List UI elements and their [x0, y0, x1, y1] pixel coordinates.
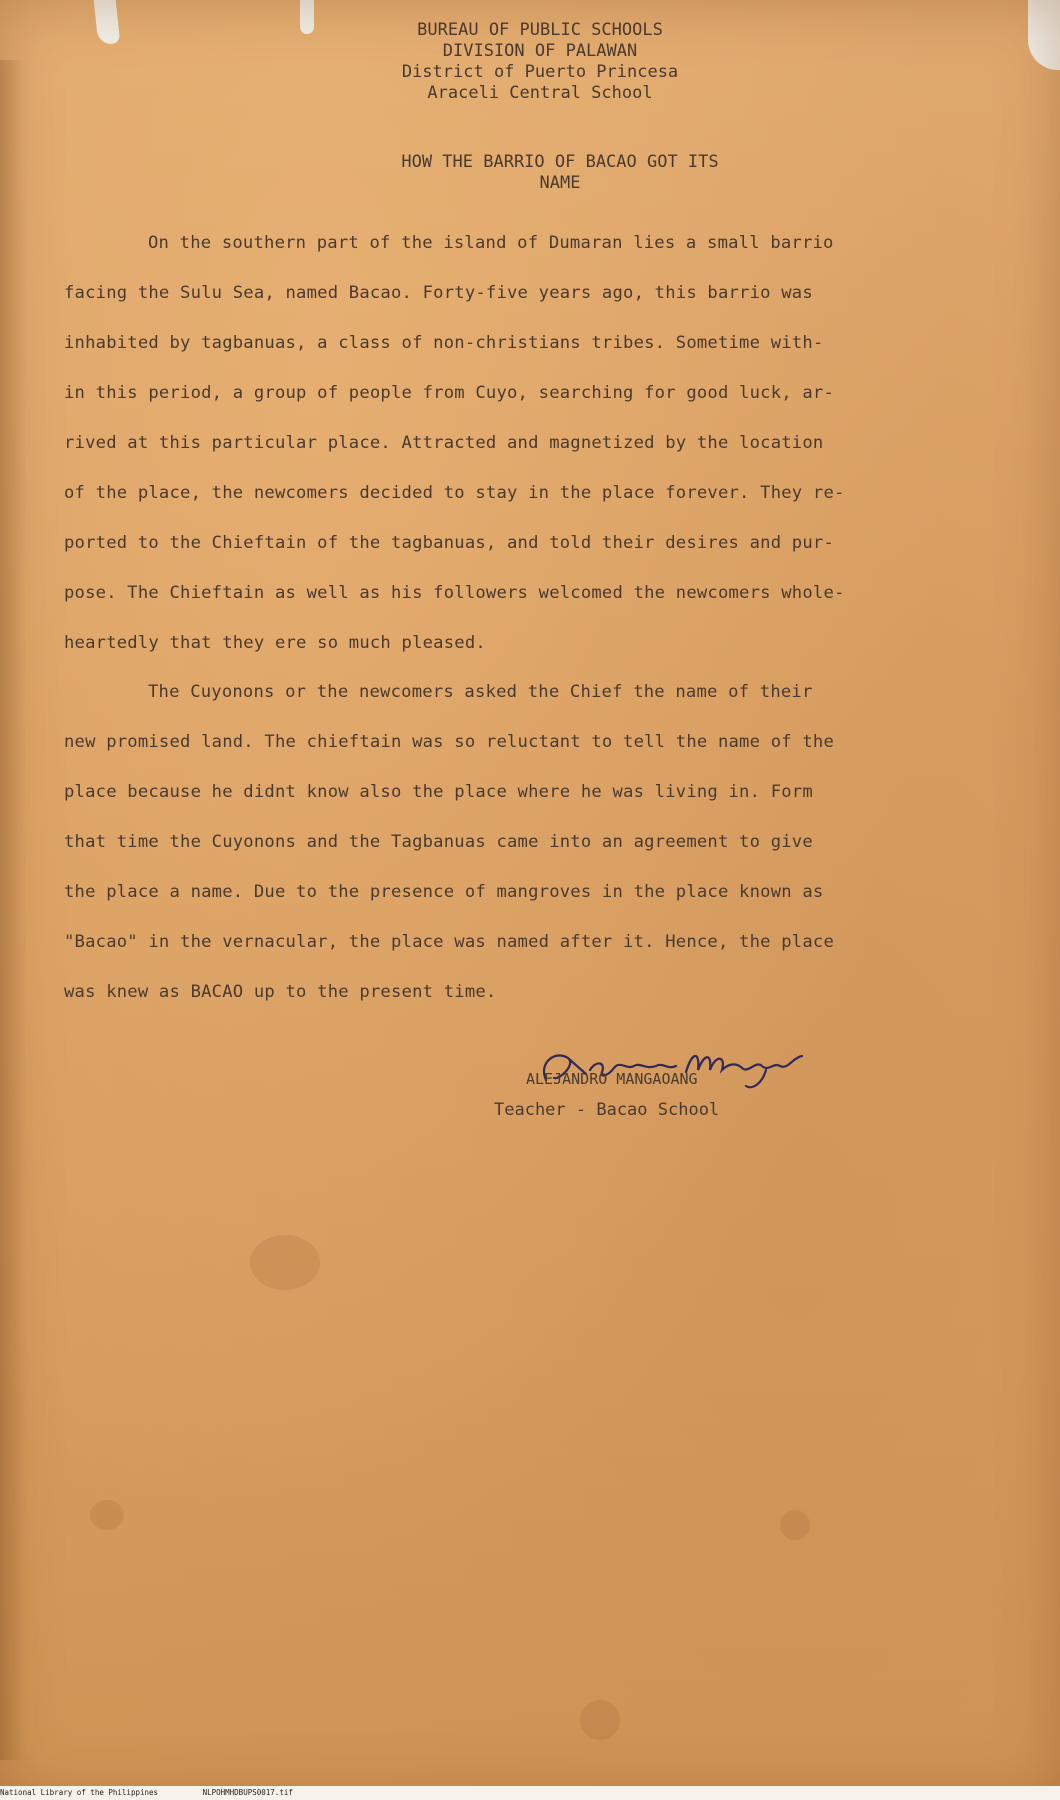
text-line: On the southern part of the island of Dumaran lies a small barrio [148, 233, 834, 253]
title-line: HOW THE BARRIO OF BACAO GOT ITS [401, 152, 719, 172]
text-line: The Cuyonons or the newcomers asked the Chief the name of their [148, 682, 813, 702]
text-line: rived at this particular place. Attracted and magnetized by the location [64, 433, 824, 453]
signatory-role: Teacher - Bacao School [494, 1100, 720, 1120]
paper-edge-shadow [0, 60, 26, 1760]
text-line: inhabited by tagbanuas, a class of non-christians tribes. Sometime with- [64, 333, 824, 353]
signature-block [488, 1040, 848, 1130]
letterhead-division: DIVISION OF PALAWAN [442, 41, 638, 61]
text-line: "Bacao" in the vernacular, the place was named after it. Hence, the place [64, 932, 834, 952]
signatory-name: ALEJANDRO MANGAOANG [526, 1070, 698, 1088]
paper-tear [1028, 0, 1060, 70]
text-line: that time the Cuyonons and the Tagbanuas came into an agreement to give [64, 832, 813, 852]
scan-footer [0, 1786, 1060, 1800]
paragraph-2 [64, 667, 964, 1017]
text-line: new promised land. The chieftain was so reluctant to tell the name of the [64, 732, 834, 752]
paper-tear [300, 0, 314, 34]
footer-source: National Library of the Philippines [0, 1788, 159, 1797]
letterhead-district: District of Puerto Princesa [401, 62, 679, 82]
text-line: in this period, a group of people from Cuyo, searching for good luck, ar- [64, 383, 834, 403]
document-title [300, 152, 820, 194]
letterhead [340, 20, 740, 104]
paragraph-1 [64, 218, 964, 668]
text-line: of the place, the newcomers decided to stay in the place forever. They re- [64, 483, 845, 503]
text-line: pose. The Chieftain as well as his followers welcomed the newcomers whole- [64, 583, 845, 603]
letterhead-school: Araceli Central School [427, 83, 653, 103]
stain [780, 1510, 810, 1540]
text-line: facing the Sulu Sea, named Bacao. Forty-five years ago, this barrio was [64, 283, 813, 303]
stain [90, 1500, 124, 1530]
stain [580, 1700, 620, 1740]
stain [250, 1235, 320, 1290]
title-line: NAME [539, 173, 581, 193]
text-line: place because he didnt know also the place where he was living in. Form [64, 782, 813, 802]
footer-file: NLPOHMHDBUPS0017.tif [202, 1788, 293, 1797]
text-line: was knew as BACAO up to the present time. [64, 982, 497, 1002]
paper-tear [94, 0, 121, 44]
text-line: the place a name. Due to the presence of mangroves in the place known as [64, 882, 824, 902]
letterhead-bureau: BUREAU OF PUBLIC SCHOOLS [417, 20, 663, 40]
text-line: ported to the Chieftain of the tagbanuas, and told their desires and pur- [64, 533, 834, 553]
text-line: heartedly that they ere so much pleased. [64, 633, 486, 653]
